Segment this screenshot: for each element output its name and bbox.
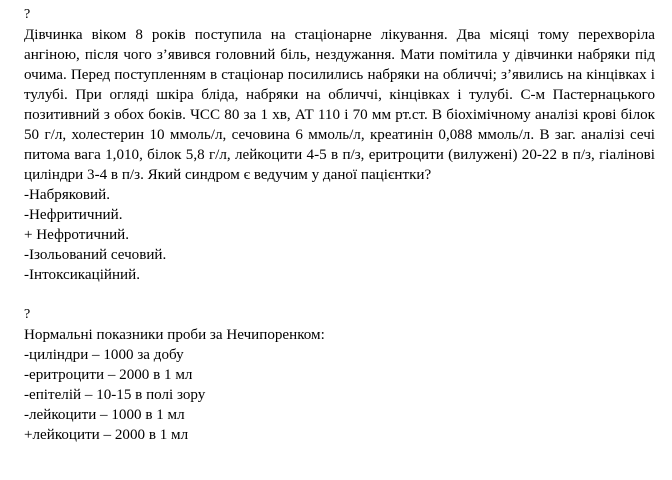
answer-option[interactable]: -Нефритичний. (24, 207, 123, 223)
paragraph-separator (24, 285, 655, 305)
question-stem: Дівчинка віком 8 років поступила на стаціонарне лікування. Два місяці тому перехворіла ангіною, після чого з’явився головний біль, нездужання. Мати помітила у дівчинки набряки під очима. Перед поступленням в стаціонар посилились набряки на обличчі; з’явились на кінцівках і тулубі. При огляді шкіра бліда, набряки на обличчі, кінцівках і тулубі. С-м Пастернацького позитивний з обох боків. ЧСС 80 за 1 хв, АТ 110 і 70 мм рт.ст. В біохімічному аналізі крові білок 50 г/л, холестерин 10 ммоль/л, сечовина 6 ммоль/л, креатинін 0,088 ммоль/л. В заг. аналізі сечі питома вага 1,010, білок 5,8 г/л, лейкоцити 4-5 в п/з, еритроцити (вилужені) 20-22 в п/з, гіалінові циліндри 3-4 в п/з. Який синдром є ведучим у даної пацієнтки? (24, 27, 655, 183)
answer-option-correct[interactable]: + Нефротичний. (24, 227, 130, 243)
answer-option[interactable]: -Набряковий. (24, 187, 110, 203)
answer-option[interactable]: -еритроцити – 2000 в 1 мл (24, 367, 193, 383)
question-block-2 (24, 305, 655, 445)
answer-option[interactable]: -лейкоцити – 1000 в 1 мл (24, 407, 185, 423)
answer-option[interactable]: -Інтоксикаційний. (24, 267, 140, 283)
answer-option[interactable]: -Ізольований сечовий. (24, 247, 167, 263)
question-marker: ? (24, 7, 31, 22)
question-stem: Нормальні показники проби за Нечипоренком: (24, 327, 325, 343)
question-marker: ? (24, 307, 31, 322)
question-block-1 (24, 5, 655, 285)
answer-option-correct[interactable]: +лейкоцити – 2000 в 1 мл (24, 427, 189, 443)
answer-option[interactable]: -циліндри – 1000 за добу (24, 347, 184, 363)
answer-option[interactable]: -епітелій – 10-15 в полі зору (24, 387, 206, 403)
